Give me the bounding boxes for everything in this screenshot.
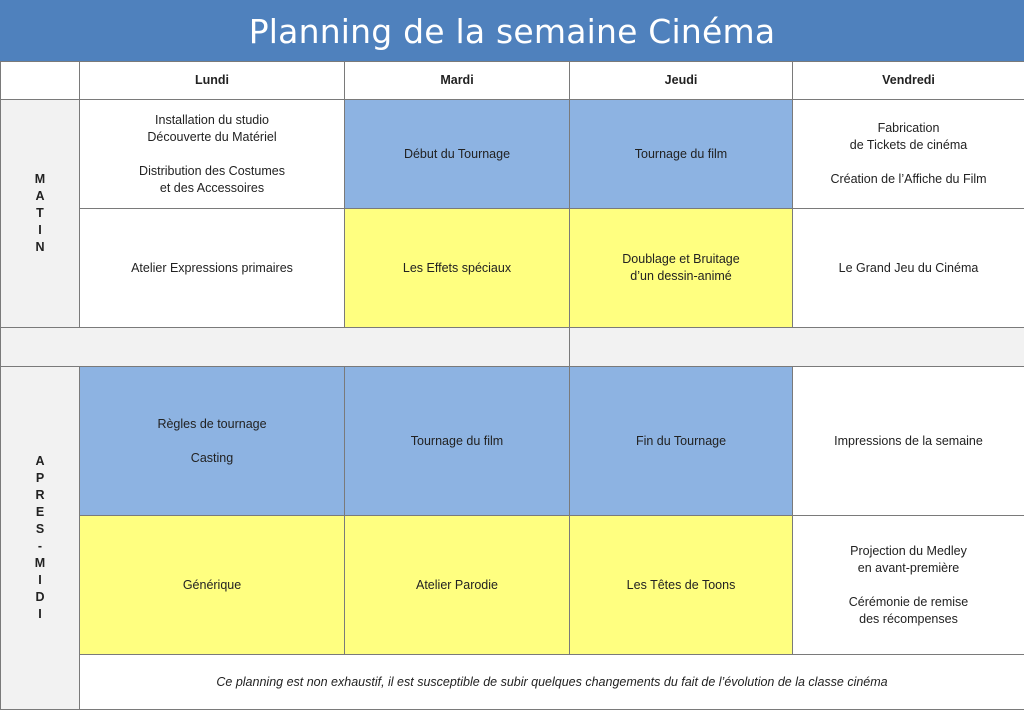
cell-matin2-lundi: Atelier Expressions primaires <box>80 209 345 328</box>
day-header-lundi: Lundi <box>80 62 345 100</box>
cell-text: Casting <box>86 450 338 467</box>
day-header-mardi: Mardi <box>345 62 570 100</box>
cell-matin2-mardi: Les Effets spéciaux <box>345 209 570 328</box>
cell-text: en avant-première <box>799 560 1018 577</box>
apres-midi-letter: D <box>7 589 73 606</box>
cell-matin2-jeudi <box>570 209 793 328</box>
cell-text: Règles de tournage <box>86 416 338 433</box>
cell-text: de Tickets de cinéma <box>799 137 1018 154</box>
apres-midi-letter: - <box>7 538 73 555</box>
cell-text: Projection du Medley <box>799 543 1018 560</box>
cell-matin1-lundi <box>80 100 345 209</box>
apres-midi-label <box>1 367 80 710</box>
apres-midi-letter: S <box>7 521 73 538</box>
apres-midi-letter: P <box>7 470 73 487</box>
matin-letter: M <box>7 171 73 188</box>
cell-apres2-jeudi: Les Têtes de Toons <box>570 516 793 655</box>
apres-midi-letter: M <box>7 555 73 572</box>
matin-letter: I <box>7 222 73 239</box>
matin-letter: N <box>7 239 73 256</box>
cell-text: Installation du studio <box>86 112 338 129</box>
matin-letter: A <box>7 188 73 205</box>
cell-text: Distribution des Costumes <box>86 163 338 180</box>
cell-text: Découverte du Matériel <box>86 129 338 146</box>
cell-text: Création de l’Affiche du Film <box>799 171 1018 188</box>
apres-midi-letter: A <box>7 453 73 470</box>
cell-text: d’un dessin-animé <box>576 268 786 285</box>
apres-midi-letter: R <box>7 487 73 504</box>
cell-text: Doublage et Bruitage <box>576 251 786 268</box>
cell-text: des récompenses <box>799 611 1018 628</box>
matin-letter: T <box>7 205 73 222</box>
disclaimer-note: Ce planning est non exhaustif, il est susceptible de subir quelques changements du fait de l’évolution de la classe cinéma <box>80 655 1024 710</box>
cell-matin1-vendredi <box>793 100 1024 209</box>
cell-matin2-vendredi: Le Grand Jeu du Cinéma <box>793 209 1024 328</box>
day-header-jeudi: Jeudi <box>570 62 793 100</box>
corner-cell <box>1 62 80 100</box>
cell-apres1-vendredi: Impressions de la semaine <box>793 367 1024 516</box>
cell-matin1-mardi: Début du Tournage <box>345 100 570 209</box>
cell-apres2-vendredi <box>793 516 1024 655</box>
lunch-break-right <box>570 328 1024 367</box>
cell-apres2-lundi: Générique <box>80 516 345 655</box>
lunch-break-left <box>1 328 570 367</box>
cell-apres1-jeudi: Fin du Tournage <box>570 367 793 516</box>
day-header-vendredi: Vendredi <box>793 62 1024 100</box>
matin-label <box>1 100 80 328</box>
apres-midi-letter: E <box>7 504 73 521</box>
apres-midi-letter: I <box>7 606 73 623</box>
cell-matin1-jeudi: Tournage du film <box>570 100 793 209</box>
apres-midi-letter: I <box>7 572 73 589</box>
cell-text: Cérémonie de remise <box>799 594 1018 611</box>
schedule-table <box>0 61 1024 710</box>
cell-text: Fabrication <box>799 120 1018 137</box>
cell-apres2-mardi: Atelier Parodie <box>345 516 570 655</box>
cell-apres1-mardi: Tournage du film <box>345 367 570 516</box>
cell-apres1-lundi <box>80 367 345 516</box>
cell-text: et des Accessoires <box>86 180 338 197</box>
page-title: Planning de la semaine Cinéma <box>0 0 1024 62</box>
